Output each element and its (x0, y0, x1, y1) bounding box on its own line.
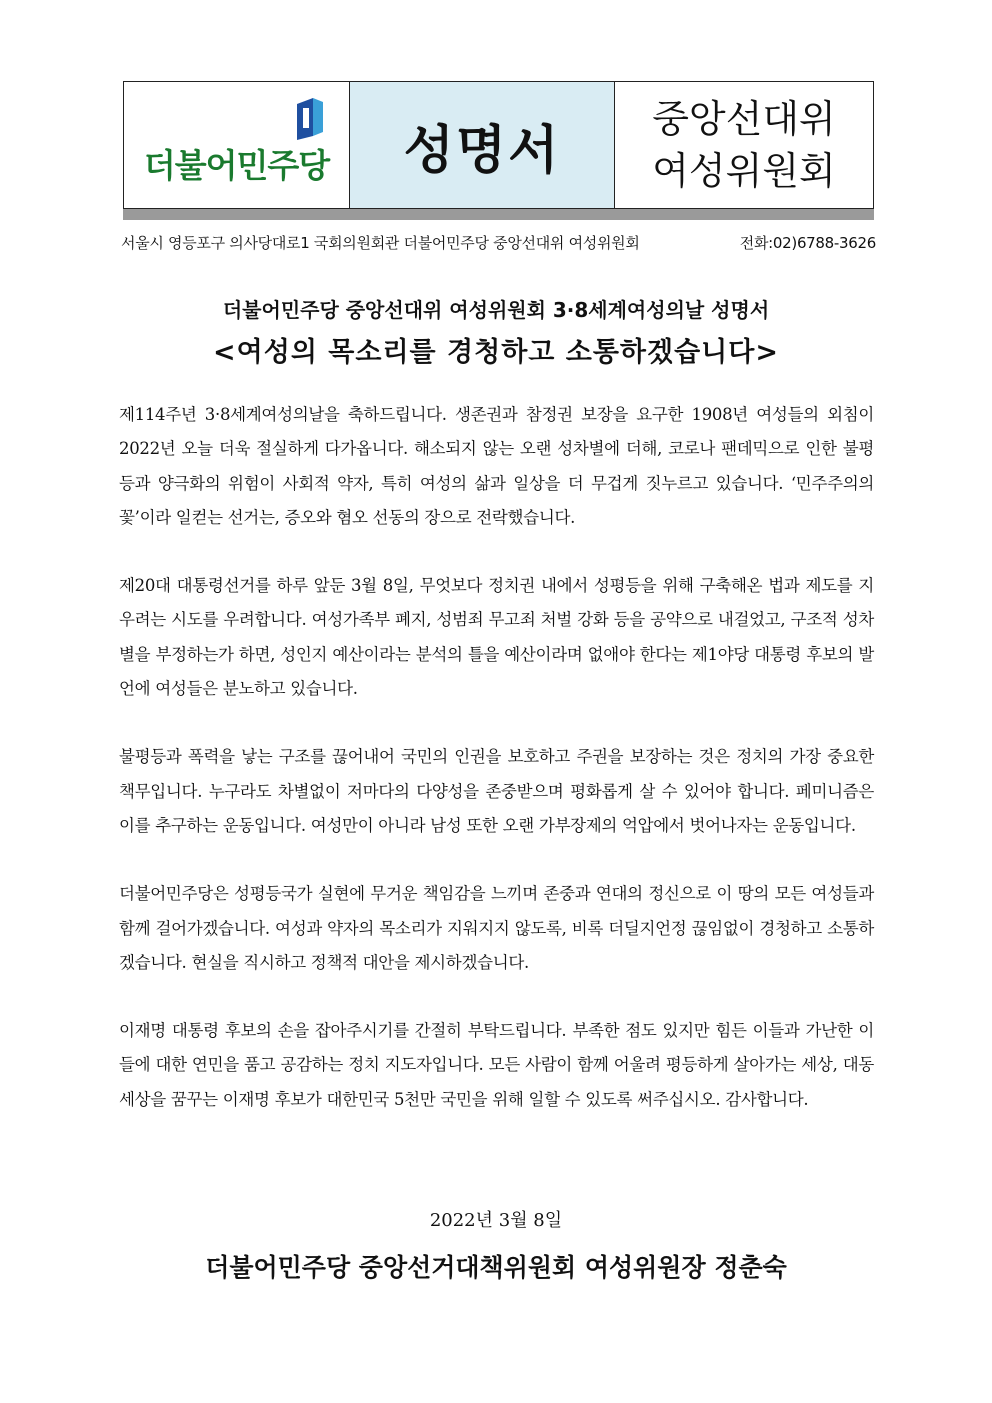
header-table (123, 81, 874, 209)
paragraph-3: 불평등과 폭력을 낳는 구조를 끊어내어 국민의 인권을 보호하고 주권을 보장하는 것은 정치의 가장 중요한 책무입니다. 누구라도 차별없이 저마다의 다양성을 존중받으며 평화롭게 살 수 있어야 합니다. 페미니즘은 이를 추구하는 운동입니다. 여성만이 아니라 남성 또한 오랜 가부장제의 억압에서 벗어나자는 운동입니다. (119, 747, 874, 835)
doc-type-title: 성명서 (403, 120, 561, 181)
paragraph-2: 제20대 대통령선거를 하루 앞둔 3월 8일, 무엇보다 정치권 내에서 성평등을 위해 구축해온 법과 제도를 지우려는 시도를 우려합니다. 여성가족부 폐지, 성범죄 무고죄 처벌 강화 등을 공약으로 내걸었고, 구조적 성차별을 부정하는가 하면, 성인지 예산이라는 분석의 틀을 예산이라며 없애야 한다는 제1야당 대통령 후보의 발언에 여성들은 분노하고 있습니다. (119, 576, 874, 699)
statement-title: <여성의 목소리를 경청하고 소통하겠습니다> (213, 337, 779, 368)
party-logo-text: 더불어민주당 (143, 145, 330, 185)
paragraph-5: 이재명 대통령 후보의 손을 잡아주시기를 간절히 부탁드립니다. 부족한 점도 있지만 힘든 이들과 가난한 이들에 대한 연민을 품고 공감하는 정치 지도자입니다. 모든 사람이 함께 어울려 평등하게 살아가는 세상, 대동세상을 꿈꾸는 이재명 후보가 대한민국 5천만 국민을 위해 일할 수 있도록 써주십시오. 감사합니다. (119, 1021, 874, 1109)
paragraph-4: 더불어민주당은 성평등국가 실현에 무거운 책임감을 느끼며 존중과 연대의 정신으로 이 땅의 모든 여성들과 함께 걸어가겠습니다. 여성과 약자의 목소리가 지워지지 않도록, 비록 더딜지언정 끊임없이 경청하고 소통하겠습니다. 현실을 직시하고 정책적 대안을 제시하겠습니다. (119, 884, 874, 972)
logo-cell (124, 82, 350, 208)
statement-signer: 더불어민주당 중앙선거대책위원회 여성위원장 정춘숙 (205, 1253, 787, 1282)
org-line-2: 여성위원회 (652, 149, 836, 193)
org-line-1: 중앙선대위 (652, 97, 836, 141)
statement-subtitle: 더불어민주당 중앙선대위 여성위원회 3·8세계여성의날 성명서 (222, 298, 770, 322)
paragraph-1: 제114주년 3·8세계여성의날을 축하드립니다. 생존권과 참정권 보장을 요구한 1908년 여성들의 외침이 2022년 오늘 더욱 절실하게 다가옵니다. 해소되지 않는 오랜 성차별에 더해, 코로나 팬데믹으로 인한 불평등과 양극화의 위험이 사회적 약자, 특히 여성의 삶과 일상을 더 무겁게 짓누르고 있습니다. ‘민주주의의 꽃’이라 일컫는 선거는, 증오와 혐오 선동의 장으로 전락했습니다. (119, 405, 874, 527)
org-cell (615, 82, 873, 208)
header-shadow-bar (123, 209, 874, 220)
address-line (121, 232, 876, 253)
statement-body (119, 398, 874, 1151)
address-phone: 전화:02)6788-3626 (739, 234, 876, 252)
doc-type-cell (350, 82, 615, 208)
statement-date: 2022년 3월 8일 (429, 1210, 563, 1231)
address-location: 서울시 영등포구 의사당대로1 국회의원회관 더불어민주당 중앙선대위 여성위원회 (121, 234, 640, 252)
party-logo-icon (293, 96, 327, 140)
